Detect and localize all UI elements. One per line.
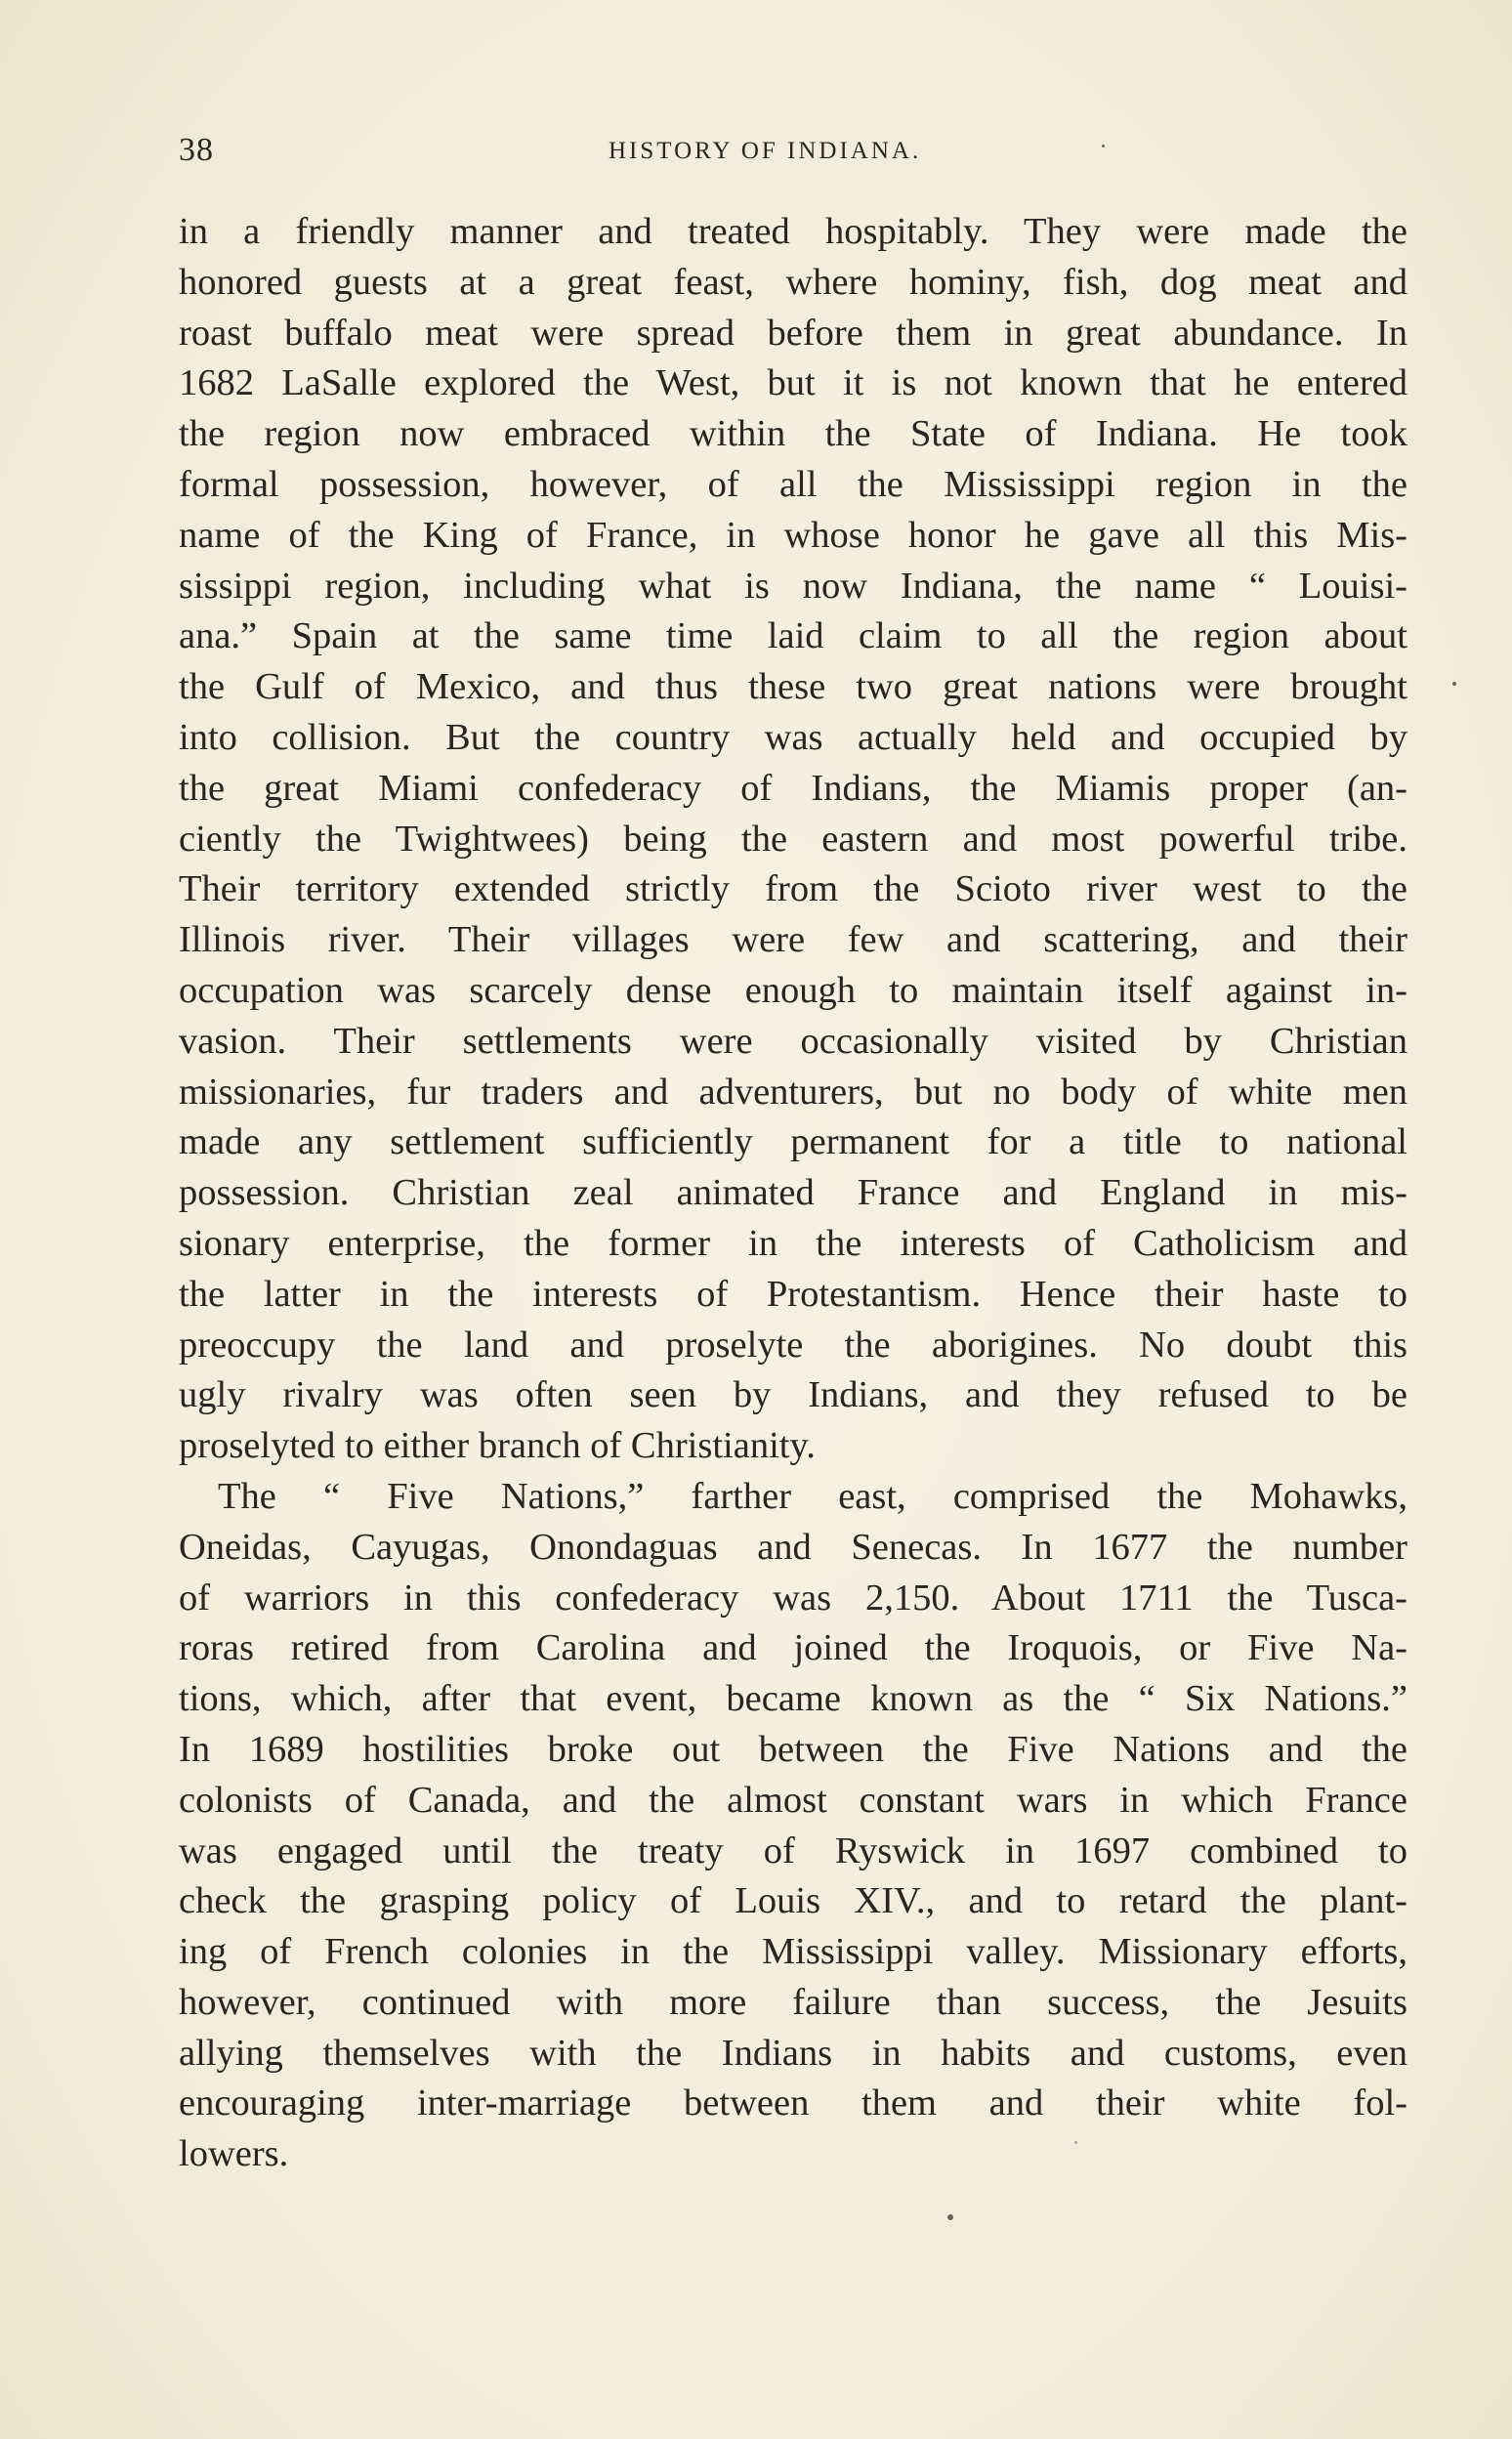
paragraph	[179, 207, 1407, 1472]
body-text	[179, 207, 1407, 2180]
text-line: colonists of Canada, and the almost constant wars in which France	[179, 1779, 1407, 1821]
page-number: 38	[179, 132, 214, 168]
text-line: Oneidas, Cayugas, Onondaguas and Senecas. In 1677 the number	[179, 1526, 1407, 1568]
ink-speck	[1074, 2141, 1077, 2144]
text-line: encouraging inter-marriage between them and their white fol-	[179, 2082, 1407, 2124]
text-line: however, continued with more failure than success, the Jesuits	[179, 1981, 1407, 2023]
text-line: occupation was scarcely dense enough to maintain itself against in-	[179, 969, 1407, 1011]
text-line: tions, which, after that event, became known as the “ Six Nations.”	[179, 1678, 1407, 1720]
text-line: ugly rivalry was often seen by Indians, and they refused to be	[179, 1374, 1407, 1416]
paragraph	[179, 1472, 1407, 2180]
text-line: In 1689 hostilities broke out between the Five Nations and the	[179, 1728, 1407, 1770]
text-line: Illinois river. Their villages were few and scattering, and their	[179, 919, 1407, 961]
text-line: sissippi region, including what is now Indiana, the name “ Louisi-	[179, 565, 1407, 607]
text-line: the latter in the interests of Protestantism. Hence their haste to	[179, 1273, 1407, 1315]
text-line: Their territory extended strictly from the Scioto river west to the	[179, 868, 1407, 910]
text-line: ana.” Spain at the same time laid claim to all the region about	[179, 615, 1407, 657]
text-line: allying themselves with the Indians in habits and customs, even	[179, 2032, 1407, 2074]
text-line: proselyted to either branch of Christianity.	[179, 1425, 816, 1467]
text-line: made any settlement sufficiently permanent for a title to national	[179, 1121, 1407, 1163]
ink-speck	[1452, 682, 1456, 686]
text-line: roras retired from Carolina and joined the Iroquois, or Five Na-	[179, 1627, 1407, 1669]
text-line: honored guests at a great feast, where hominy, fish, dog meat and	[179, 261, 1407, 303]
text-line: vasion. Their settlements were occasionally visited by Christian	[179, 1020, 1407, 1062]
text-line: roast buffalo meat were spread before them in great abundance. In	[179, 312, 1407, 354]
text-line: in a friendly manner and treated hospitably. They were made the	[179, 211, 1407, 252]
text-line: formal possession, however, of all the Mississippi region in the	[179, 463, 1407, 505]
text-line: name of the King of France, in whose honor he gave all this Mis-	[179, 514, 1407, 556]
text-line: the Gulf of Mexico, and thus these two great nations were brought	[179, 666, 1407, 708]
ink-speck	[1102, 145, 1105, 147]
running-head	[179, 132, 1407, 171]
text-line: check the grasping policy of Louis XIV., and to retard the plant-	[179, 1880, 1407, 1922]
text-line: ciently the Twightwees) being the eastern and most powerful tribe.	[179, 818, 1407, 860]
text-line: into collision. But the country was actually held and occupied by	[179, 716, 1407, 758]
text-line: of warriors in this confederacy was 2,150. About 1711 the Tusca-	[179, 1577, 1407, 1619]
text-line: missionaries, fur traders and adventurers, but no body of white men	[179, 1071, 1407, 1113]
text-line: the great Miami confederacy of Indians, the Miamis proper (an-	[179, 767, 1407, 809]
text-line: lowers.	[179, 2133, 289, 2175]
text-line: preoccupy the land and proselyte the aborigines. No doubt this	[179, 1324, 1407, 1366]
text-line: ing of French colonies in the Mississippi valley. Missionary efforts,	[179, 1931, 1407, 1973]
text-line: sionary enterprise, the former in the interests of Catholicism and	[179, 1222, 1407, 1264]
text-line: 1682 LaSalle explored the West, but it is not known that he entered	[179, 362, 1407, 404]
text-line: the region now embraced within the State of Indiana. He took	[179, 413, 1407, 455]
ink-speck	[947, 2214, 953, 2220]
book-title: HISTORY OF INDIANA.	[609, 138, 922, 164]
text-line: was engaged until the treaty of Ryswick in 1697 combined to	[179, 1829, 1407, 1871]
text-line: The “ Five Nations,” farther east, comprised the Mohawks,	[218, 1475, 1407, 1517]
text-line: possession. Christian zeal animated France and England in mis-	[179, 1172, 1407, 1214]
